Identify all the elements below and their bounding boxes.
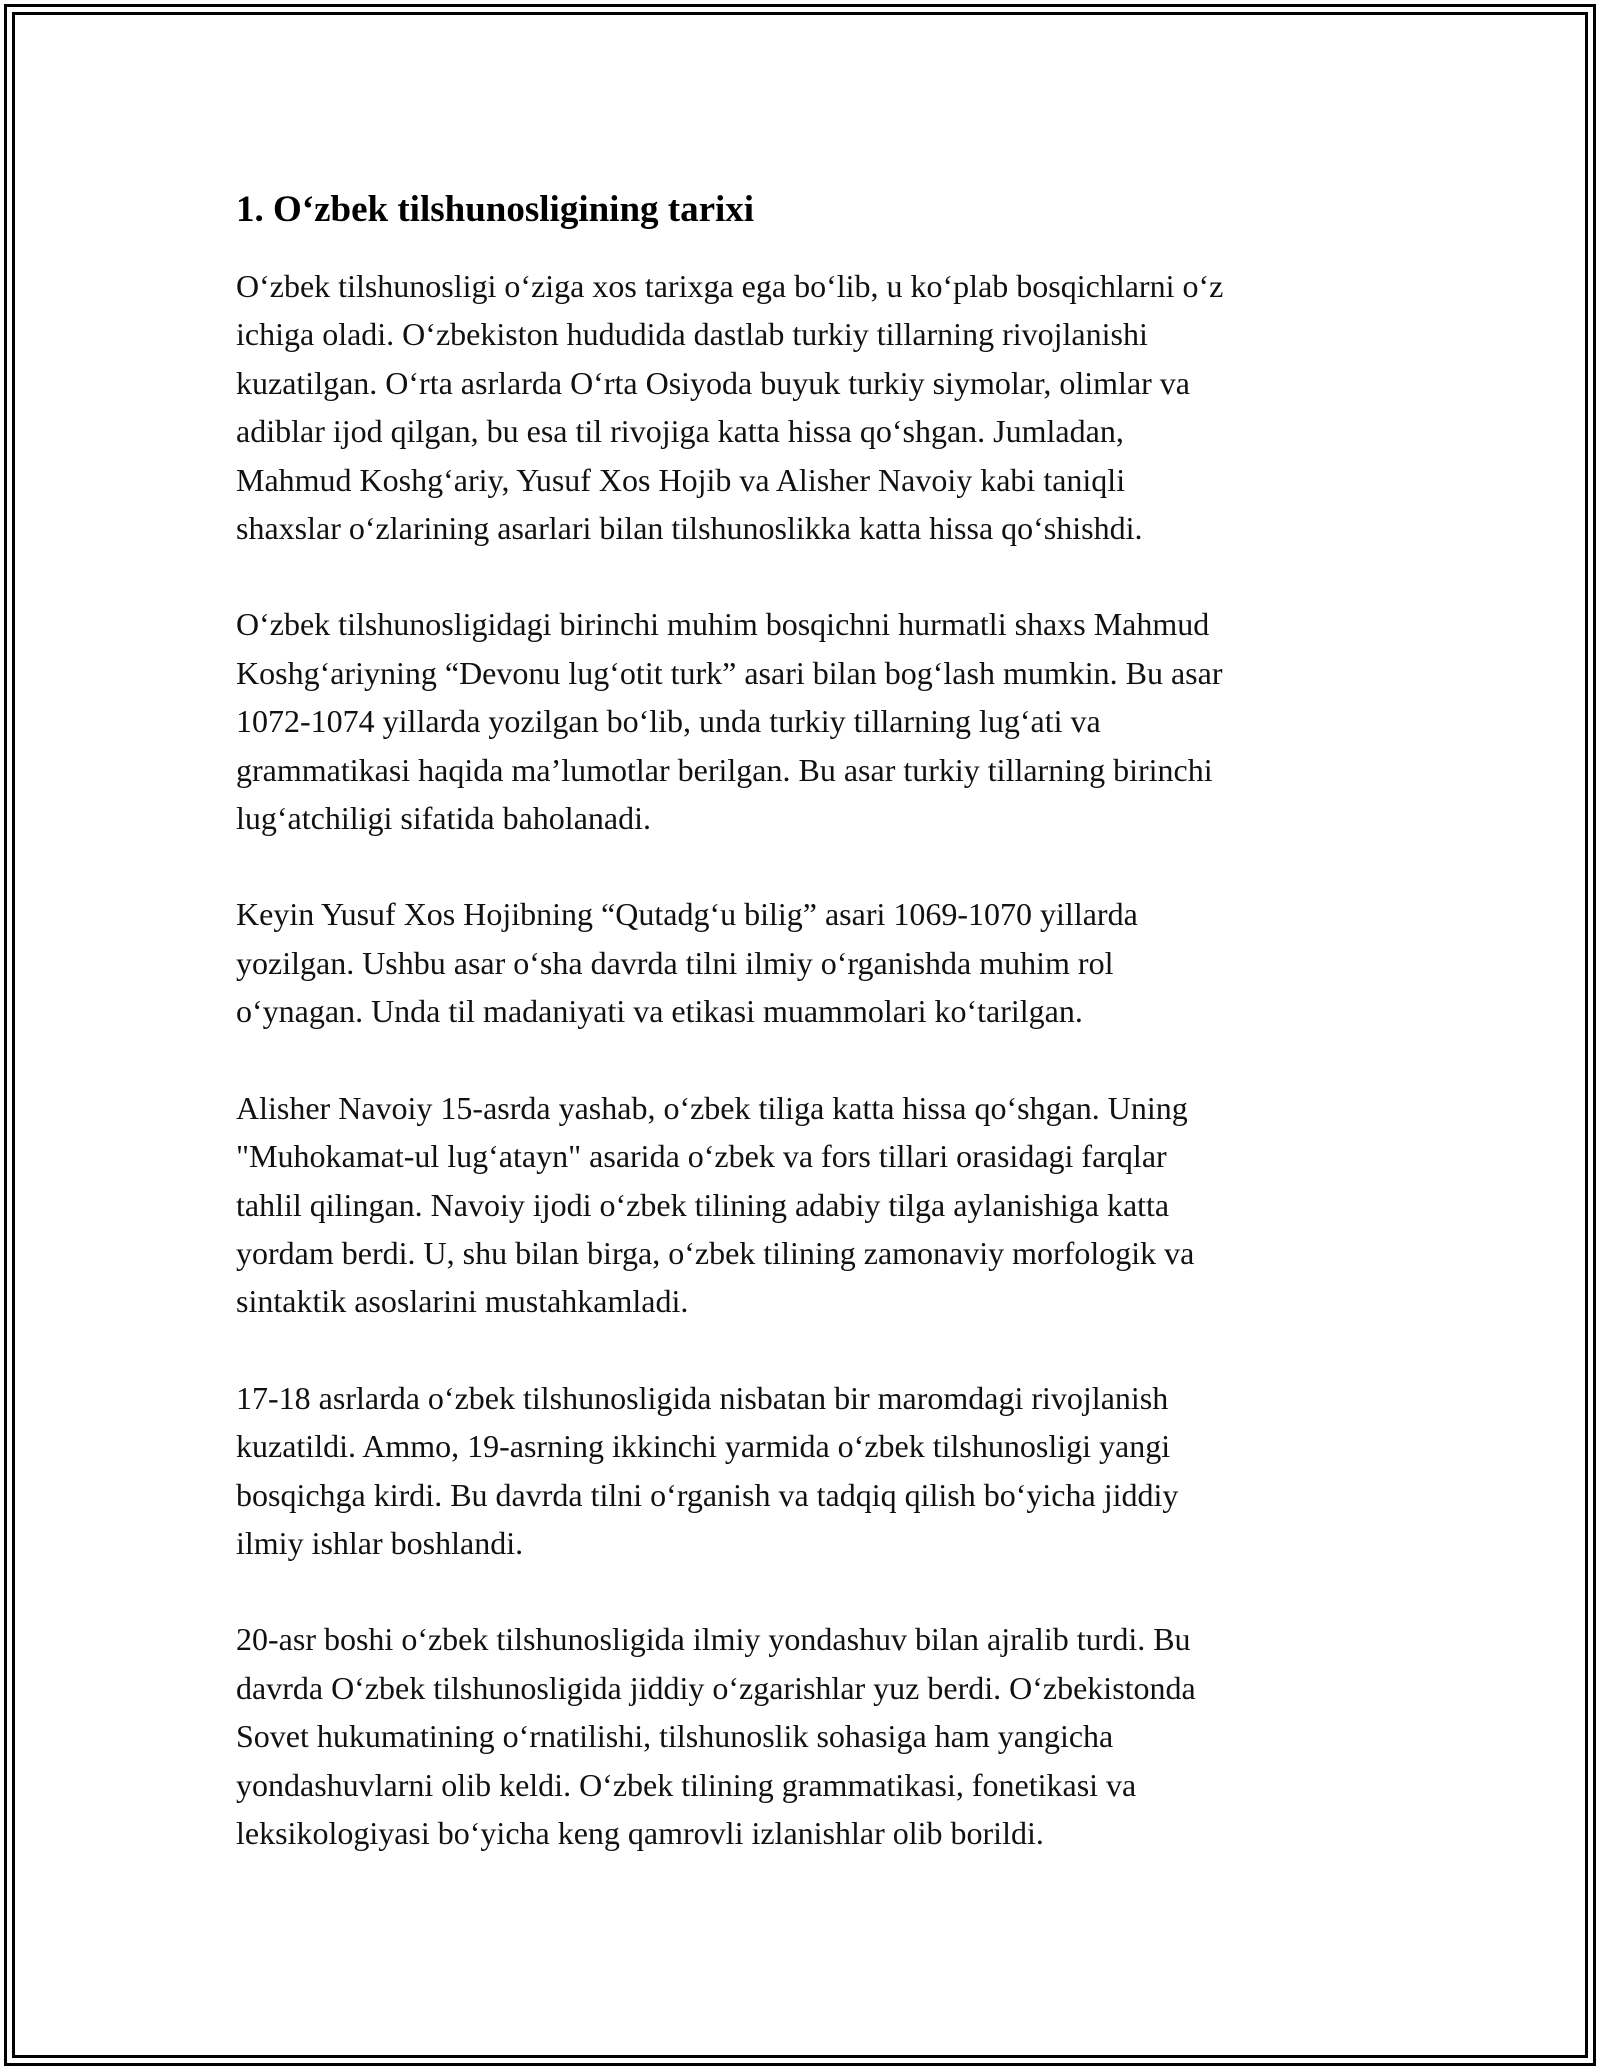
paragraph-line: 20-asr boshi o‘zbek tilshunosligida ilmiy yondashuv bilan ajralib turdi. Bu	[236, 1621, 1191, 1658]
paragraph-6	[236, 1615, 1386, 1857]
paragraph-line: yondashuvlarni olib keldi. O‘zbek tilining grammatikasi, fonetikasi va	[236, 1766, 1137, 1803]
paragraph-5	[236, 1374, 1386, 1568]
paragraph-1	[236, 262, 1386, 552]
paragraph-4	[236, 1084, 1386, 1326]
paragraph-line: Sovet hukumatining o‘rnatilishi, tilshunoslik sohasiga ham yangicha	[236, 1718, 1114, 1755]
paragraph-line: ichiga oladi. O‘zbekiston hududida dastlab turkiy tillarning rivojlanishi	[236, 316, 1148, 353]
paragraph-3	[236, 890, 1386, 1035]
paragraph-line: sintaktik asoslarini mustahkamladi.	[236, 1283, 689, 1320]
paragraph-line: "Muhokamat-ul lug‘atayn" asarida o‘zbek va fors tillari orasidagi farqlar	[236, 1138, 1167, 1175]
paragraph-line: kuzatildi. Ammo, 19-asrning ikkinchi yarmida o‘zbek tilshunosligi yangi	[236, 1428, 1171, 1465]
paragraph-line: grammatikasi haqida ma’lumotlar berilgan. Bu asar turkiy tillarning birinchi	[236, 751, 1213, 788]
paragraph-line: lug‘atchiligi sifatida baholanadi.	[236, 800, 651, 837]
paragraph-line: yozilgan. Ushbu asar o‘sha davrda tilni ilmiy o‘rganishda muhim rol	[236, 944, 1114, 981]
paragraph-line: adiblar ijod qilgan, bu esa til rivojiga katta hissa qo‘shgan. Jumladan,	[236, 413, 1124, 450]
paragraph-line: shaxslar o‘zlarining asarlari bilan tilshunoslikka katta hissa qo‘shishdi.	[236, 510, 1143, 547]
section-heading: 1. O‘zbek tilshunosligining tarixi	[236, 189, 755, 230]
paragraph-line: yordam berdi. U, shu bilan birga, o‘zbek tilining zamonaviy morfologik va	[236, 1234, 1195, 1271]
paragraph-line: 17-18 asrlarda o‘zbek tilshunosligida nisbatan bir maromdagi rivojlanish	[236, 1379, 1169, 1416]
paragraph-line: ilmiy ishlar boshlandi.	[236, 1524, 524, 1561]
paragraph-line: tahlil qilingan. Navoiy ijodi o‘zbek tilining adabiy tilga aylanishiga katta	[236, 1186, 1170, 1223]
paragraph-line: davrda O‘zbek tilshunosligida jiddiy o‘zgarishlar yuz berdi. O‘zbekistonda	[236, 1669, 1196, 1706]
paragraph-line: Mahmud Koshg‘ariy, Yusuf Xos Hojib va Alisher Navoiy kabi taniqli	[236, 461, 1126, 498]
paragraph-line: leksikologiyasi bo‘yicha keng qamrovli izlanishlar olib borildi.	[236, 1814, 1044, 1851]
paragraph-line: O‘zbek tilshunosligi o‘ziga xos tarixga ega bo‘lib, u ko‘plab bosqichlarni o‘z	[236, 268, 1224, 304]
paragraph-line: O‘zbek tilshunosligidagi birinchi muhim bosqichni hurmatli shaxs Mahmud	[236, 606, 1210, 643]
paragraph-line: Koshg‘ariyning “Devonu lug‘otit turk” asari bilan bog‘lash mumkin. Bu asar	[236, 654, 1223, 691]
paragraph-line: Keyin Yusuf Xos Hojibning “Qutadg‘u bilig” asari 1069-1070 yillarda	[236, 896, 1138, 933]
paragraph-2	[236, 600, 1386, 842]
document-body	[236, 186, 1386, 1905]
paragraph-line: o‘ynagan. Unda til madaniyati va etikasi muammolari ko‘tarilgan.	[236, 993, 1083, 1030]
paragraph-line: bosqichga kirdi. Bu davrda tilni o‘rganish va tadqiq qilish bo‘yicha jiddiy	[236, 1476, 1179, 1513]
paragraph-line: 1072-1074 yillarda yozilgan bo‘lib, unda turkiy tillarning lug‘ati va	[236, 703, 1101, 740]
paragraph-line: kuzatilgan. O‘rta asrlarda O‘rta Osiyoda buyuk turkiy siymolar, olimlar va	[236, 364, 1190, 401]
paragraph-line: Alisher Navoiy 15-asrda yashab, o‘zbek tiliga katta hissa qo‘shgan. Uning	[236, 1089, 1188, 1126]
